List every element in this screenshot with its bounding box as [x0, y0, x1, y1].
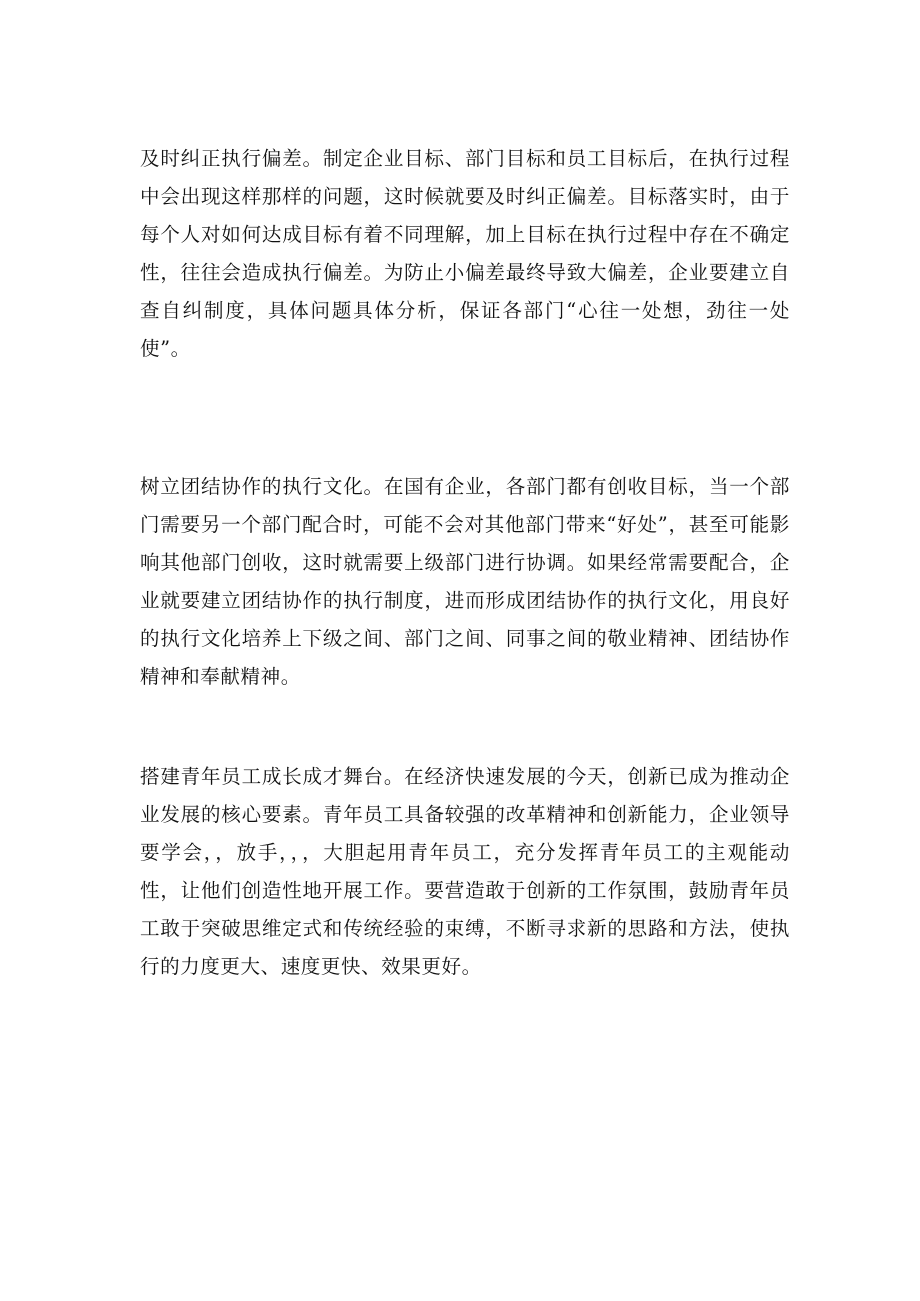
paragraph-teamwork-culture: 树立团结协作的执行文化。在国有企业，各部门都有创收目标，当一个部门需要另一个部门配合时，可能不会对其他部门带来“好处”，甚至可能影响其他部门创收，这时就需要上级部门进行协调。如果经常需要配合，企业就要建立团结协作的执行制度，进而形成团结协作的执行文化，用良好的执行文化培养上下级之间、部门之间、同事之间的敬业精神、团结协作精神和奉献精神。 — [140, 475, 790, 688]
paragraph-correct-deviation: 及时纠正执行偏差。制定企业目标、部门目标和员工目标后，在执行过程中会出现这样那样的问题，这时候就要及时纠正偏差。目标落实时，由于每个人对如何达成目标有着不同理解，加上目标在执行过程中存在不确定性，往往会造成执行偏差。为防止小偏差最终导致大偏差，企业要建立自查自纠制度，具体问题具体分析，保证各部门“心往一处想，劲往一处使”。 — [140, 147, 790, 360]
paragraph-young-employees: 搭建青年员工成长成才舞台。在经济快速发展的今天，创新已成为推动企业发展的核心要素。青年员工具备较强的改革精神和创新能力，企业领导要学会，，放手，，，大胆起用青年员工，充分发挥青年员工的主观能动性，让他们创造性地开展工作。要营造敢于创新的工作氛围，鼓励青年员工敢于突破思维定式和传统经验的束缚，不断寻求新的思路和方法，使执行的力度更大、速度更快、效果更好。 — [140, 765, 790, 978]
